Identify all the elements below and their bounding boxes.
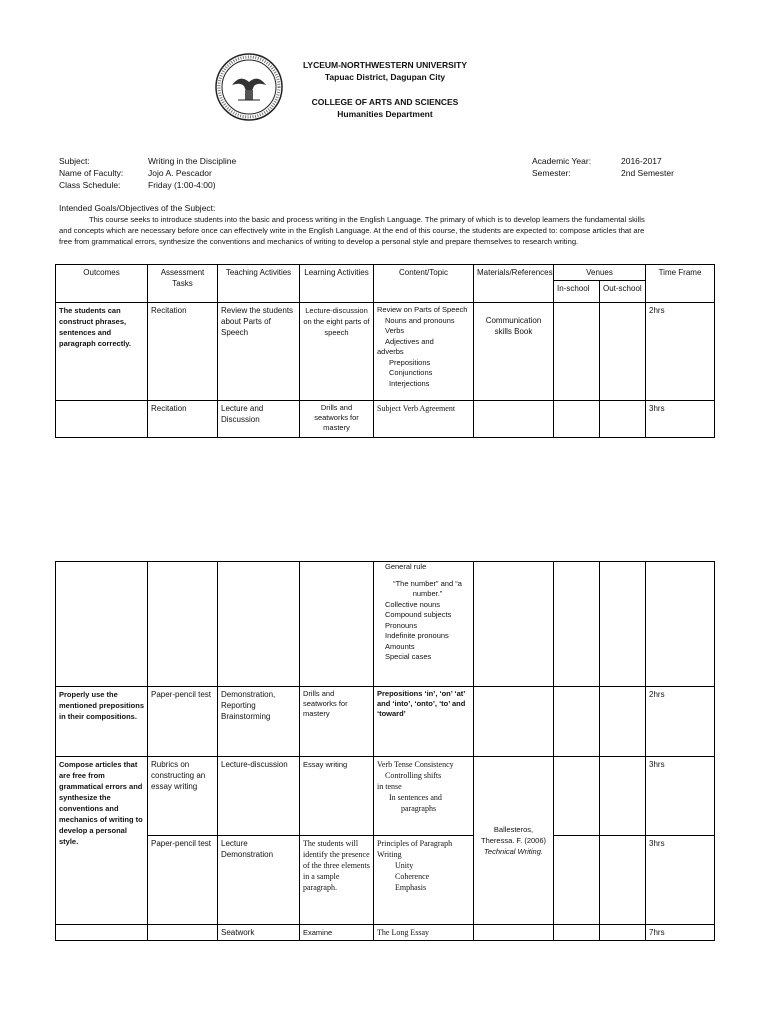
outcome-cell [56,562,148,687]
table-row [56,303,715,401]
content-item: Amounts [385,641,415,651]
out-school-cell [600,687,646,757]
year-value: 2016-2017 [621,156,662,166]
content-item: General rule [385,562,427,571]
table-row [56,757,715,836]
header-content: Content/Topic [374,265,474,303]
table-row [56,401,715,438]
time-cell: 3hrs [646,836,715,925]
outcome-cell: Compose articles that are free from grammatical errors and synthesize the conventions and mechanics of writing to develop a personal style. [56,757,148,925]
teaching-cell: Seatwork [218,925,300,941]
content-title: Review on Parts of Speech [377,305,468,314]
materials-cell [474,562,554,687]
out-school-cell [600,836,646,925]
header-outcomes: Outcomes [56,265,148,303]
reference-title: Technical Writing. [484,847,543,856]
learning-cell: Lecture-discussion on the eight parts of speech [300,303,374,401]
table-row [56,562,715,687]
subject-info [59,155,236,191]
goals-line-3: free from grammatical errors, synthesize the conventions and mechanics of writing to develop a personal style and prepare themselves to research writing. [59,237,579,246]
out-school-cell [600,925,646,941]
teaching-cell: Lecture and Discussion [218,401,300,438]
outcome-cell: The students can construct phrases, sentences and paragraph correctly. [56,303,148,401]
content-cell [374,836,474,925]
content-item: paragraphs [401,804,437,813]
teaching-cell: Lecture Demonstration [218,836,300,925]
teaching-cell: Lecture-discussion [218,757,300,836]
content-title: Principles of Paragraph Writing [377,839,453,859]
time-cell [646,562,715,687]
header-assessment: Assessment Tasks [148,265,218,303]
teaching-cell [218,562,300,687]
in-school-cell [554,925,600,941]
content-item: Pronouns [385,620,418,630]
in-school-cell [554,401,600,438]
assessment-cell: Recitation [148,401,218,438]
header-out-school: Out-school [600,281,646,303]
materials-cell: Communication skills Book [474,303,554,401]
assessment-cell: Paper-pencil test [148,687,218,757]
assessment-cell: Rubrics on constructing an essay writing [148,757,218,836]
header-time: Time Frame [646,265,715,303]
content-item: In sentences and [389,793,442,802]
faculty-value: Jojo A. Pescador [148,168,212,178]
assessment-cell [148,562,218,687]
content-cell [374,303,474,401]
subject-value: Writing in the Discipline [148,156,237,166]
materials-cell [474,757,554,925]
in-school-cell [554,303,600,401]
assessment-cell: Paper-pencil test [148,836,218,925]
table-row [56,925,715,941]
header-learning: Learning Activities [300,265,374,303]
learning-cell: The students will identify the presence of the three elements in a sample paragraph. [300,836,374,925]
semester-value: 2nd Semester [621,168,674,178]
header-teaching: Teaching Activities [218,265,300,303]
content-item: Conjunctions [389,368,433,377]
content-cell: Subject Verb Agreement [374,401,474,438]
goals-heading: Intended Goals/Objectives of the Subject: [59,203,216,213]
content-item: Indefinite pronouns [385,631,449,640]
out-school-cell [600,757,646,836]
assessment-cell: Recitation [148,303,218,401]
reference-author: Ballesteros, Theressa. F. (2006) [480,825,547,845]
learning-cell [300,562,374,687]
term-info [532,155,674,179]
table-row [56,836,715,925]
header-venues: Venues [554,265,646,281]
in-school-cell [554,687,600,757]
subject-label: Subject: [59,156,90,166]
table-row [56,687,715,757]
syllabus-table-2 [55,561,715,941]
content-item: adverbs [377,347,404,356]
learning-cell: Drills and seatworks for mastery [300,687,374,757]
content-item: in tense [377,782,402,791]
assessment-cell [148,925,218,941]
college-name: COLLEGE OF ARTS AND SCIENCES [311,97,459,107]
syllabus-table-1 [55,264,715,438]
time-cell: 2hrs [646,687,715,757]
teaching-cell: Review the students about Parts of Speech [218,303,300,401]
content-item: Nouns and pronouns [385,315,455,325]
semester-label: Semester: [532,168,571,178]
content-cell: The Long Essay [374,925,474,941]
content-item: Collective nouns [385,599,441,609]
year-label: Academic Year: [532,156,592,166]
header-in-school: In-school [554,281,600,303]
content-item: Compound subjects [385,610,452,619]
content-cell: Prepositions ‘in’, ‘on’ ‘at’ and ‘into’, ‘onto’, ‘to’ and ‘toward’ [374,687,474,757]
learning-cell: Examine [300,925,374,941]
goals-line-1: This course seeks to introduce students into the basic and process writing in the English Language. The primary of which is to develop learners the fundamental skills [89,215,645,224]
schedule-label: Class Schedule: [59,180,121,190]
learning-cell: Drills and seatworks for mastery [300,401,374,438]
schedule-value: Friday (1:00-4:00) [148,180,216,190]
out-school-cell [600,401,646,438]
content-title: Verb Tense Consistency [377,760,454,769]
materials-cell [474,401,554,438]
content-item: Verbs [385,326,405,335]
out-school-cell [600,562,646,687]
content-item: Adjectives and [385,336,434,346]
goals-line-2: and concepts which are necessary before once can effectively write in the English Language. At the end of this course, the students are expected to: compose articles that are [59,226,645,235]
teaching-cell: Demonstration, Reporting Brainstorming [218,687,300,757]
university-address: Tapuac District, Dagupan City [324,72,446,82]
time-cell: 2hrs [646,303,715,401]
time-cell: 3hrs [646,757,715,836]
faculty-label: Name of Faculty: [59,168,124,178]
outcome-cell: Properly use the mentioned prepositions in their compositions. [56,687,148,757]
outcome-cell [56,925,148,941]
content-item: Interjections [389,378,430,388]
materials-cell [474,925,554,941]
content-item: “The number” and “a number.” [393,578,462,598]
time-cell: 7hrs [646,925,715,941]
content-item: Emphasis [395,883,427,892]
goals-section [59,203,719,247]
content-item: Coherence [395,872,430,881]
out-school-cell [600,303,646,401]
outcome-cell [56,401,148,438]
content-item: Special cases [385,652,432,661]
time-cell: 3hrs [646,401,715,438]
content-cell [374,757,474,836]
in-school-cell [554,562,600,687]
university-name: LYCEUM-NORTHWESTERN UNIVERSITY [302,60,468,70]
learning-cell: Essay writing [300,757,374,836]
content-item: Prepositions [389,357,431,367]
materials-cell [474,687,554,757]
content-cell [374,562,474,687]
in-school-cell [554,757,600,836]
in-school-cell [554,836,600,925]
header-materials: Materials/References [474,265,554,303]
content-item: Unity [395,861,414,870]
content-item: Controlling shifts [385,771,442,780]
department-name: Humanities Department [337,109,433,119]
